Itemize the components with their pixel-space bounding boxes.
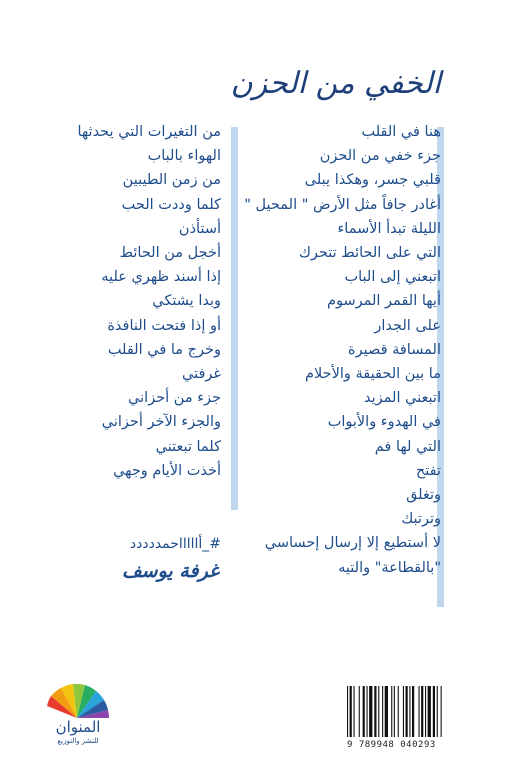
poem-line: الليلة تبدأ الأسماء <box>337 220 441 237</box>
poem-line: الهواء بالباب <box>147 148 221 165</box>
hashtag: #_أاااااحمددددد <box>129 536 221 552</box>
poem-line: وتغلق <box>406 487 441 504</box>
poem-line: التي على الحائط تتحرك <box>298 245 441 262</box>
poem-line: وخرج ما في القلب <box>107 341 221 358</box>
barcode <box>343 684 483 739</box>
poem-line: أستأذن <box>178 220 221 237</box>
poem-line: من زمن الطيبين <box>122 172 221 189</box>
poem-line: وترتبك <box>401 511 441 528</box>
poem-line: قلبي جسر، وهكذا يبلى <box>304 172 441 189</box>
poem-line: وبدا يشتكي <box>152 293 221 310</box>
publisher-name: المنوان <box>55 718 101 736</box>
poem-line: التي لها فم <box>374 438 441 455</box>
poem-line: أغادر جافاً مثل الأرض " المحيل " <box>244 196 441 213</box>
poem-line: لا أستطيع إلا إرسال إحساسي <box>264 535 441 552</box>
poem-column-left <box>31 120 221 483</box>
poem-line: إذا أسند ظهري عليه <box>101 269 221 286</box>
poem-line: أو إذا فتحت النافذة <box>107 317 221 334</box>
poem-line: على الجدار <box>374 317 441 334</box>
poem-line: أخذت الأيام وجهي <box>113 462 221 479</box>
poem-line: غرفتي <box>182 366 221 383</box>
poem-line: كلما وددت الحب <box>121 196 221 213</box>
poem-line: أيها القمر المرسوم <box>327 293 441 310</box>
poem-line: كلما تبعتني <box>155 438 221 455</box>
poem-line: والجزء الآخر أحزاني <box>101 414 221 431</box>
poem-line: تفتح <box>415 462 441 479</box>
barcode-number: 9 789948 040293 <box>347 740 436 750</box>
poem-line: "بالقطاعة" والتيه <box>338 559 441 576</box>
poem-line: في الهدوء والأبواب <box>327 414 441 431</box>
author-signature: غرفة يوسف <box>122 560 219 582</box>
poem-line: من التغيرات التي يحدثها <box>77 124 221 140</box>
poem-line: ما بين الحقيقة والأحلام <box>305 366 441 383</box>
poem-line: المسافة قصيرة <box>348 341 441 358</box>
poem-line: اتبعني إلى الباب <box>344 269 441 286</box>
publisher-tagline: للنشر والتوزيع <box>57 737 99 745</box>
poem-line: جزء من أحزاني <box>128 390 221 407</box>
poem-line: اتبعني المزيد <box>364 390 441 407</box>
poem-line: هنا في القلب <box>361 124 441 140</box>
poem-line: أخجل من الحائط <box>119 245 221 262</box>
poem-line: جزء خفي من الحزن <box>319 148 441 165</box>
poem-column-right <box>231 120 441 580</box>
poem-title: الخفي من الحزن <box>230 66 441 101</box>
